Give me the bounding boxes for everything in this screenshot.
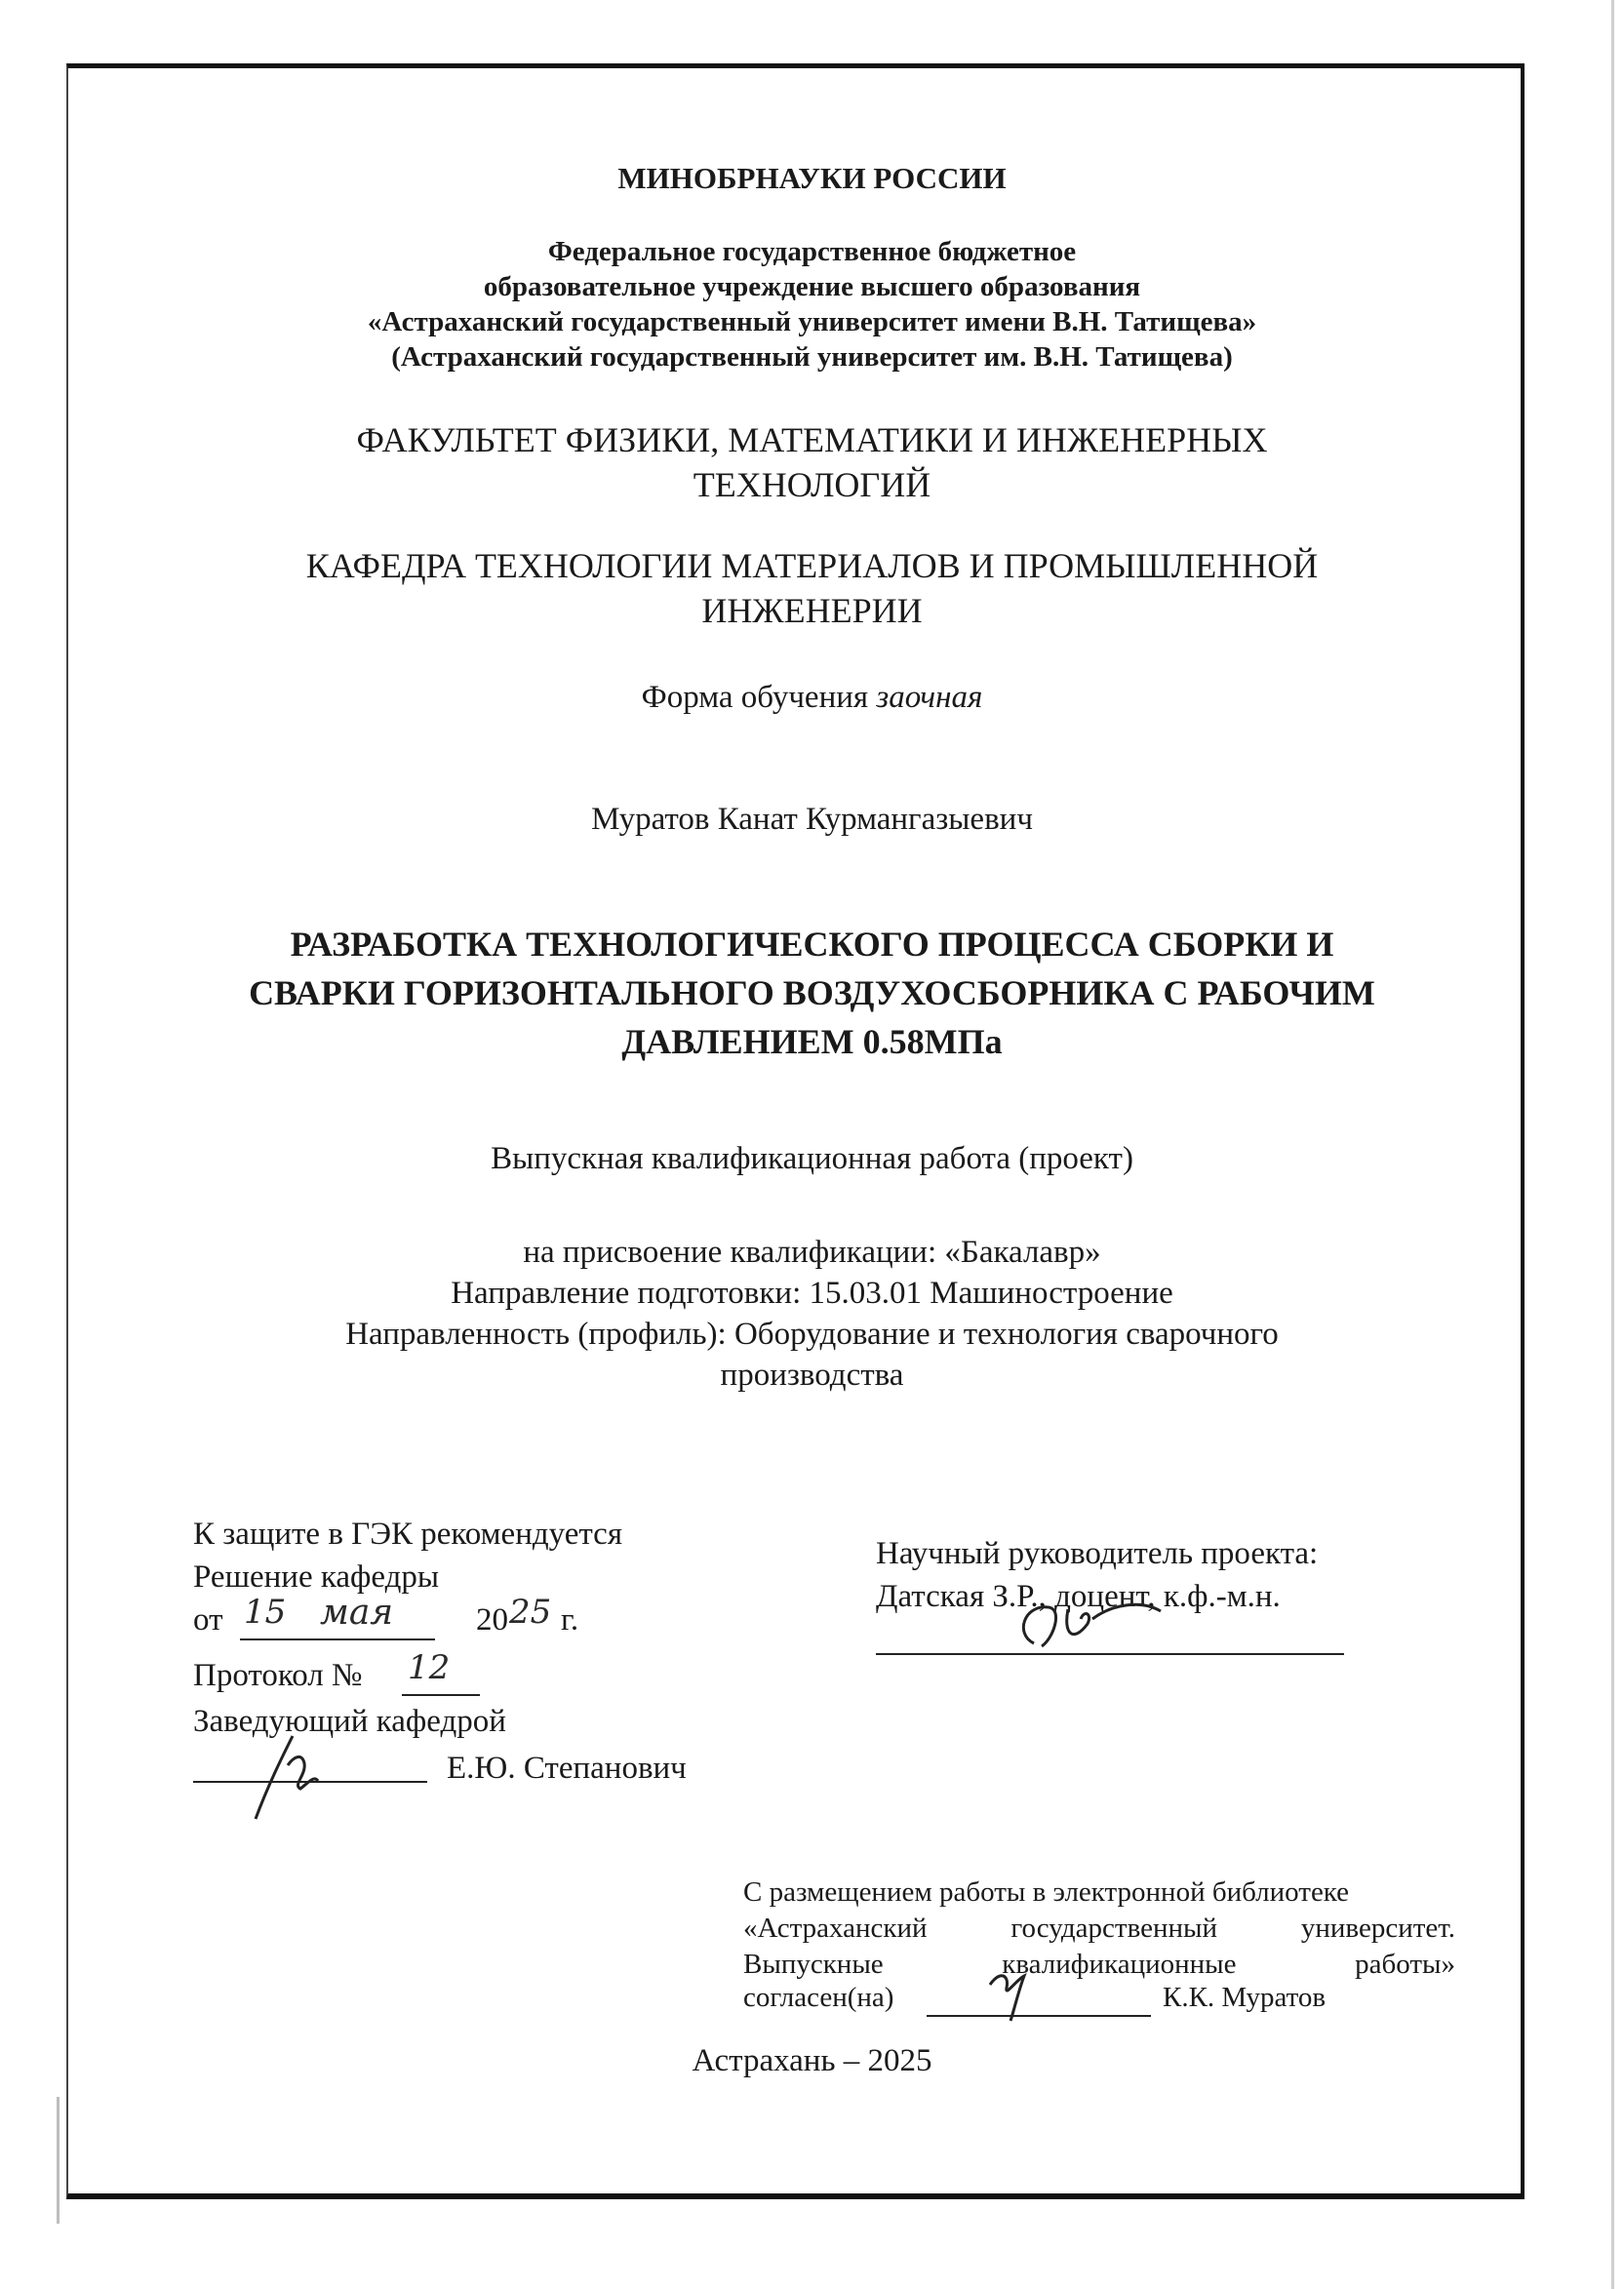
organization-block: [0, 234, 1624, 375]
study-form-value: заочная: [876, 680, 983, 715]
qualification-line: Направление подготовки: 15.03.01 Машиностроение: [451, 1276, 1173, 1311]
library-consent-text: [743, 1875, 1455, 1983]
supervisor-label: Научный руководитель проекта:: [876, 1536, 1319, 1571]
faculty-line: ТЕХНОЛОГИЙ: [693, 465, 931, 504]
date-day-line: [240, 1638, 435, 1640]
org-line: «Астраханский государственный университет имени В.Н. Татищева»: [367, 306, 1257, 337]
date-prefix: от: [193, 1602, 223, 1638]
head-of-department-label: Заведующий кафедрой: [193, 1704, 506, 1739]
title-line: РАЗРАБОТКА ТЕХНОЛОГИЧЕСКОГО ПРОЦЕССА СБОРКИ И: [290, 925, 1334, 964]
supervisor-signature: [995, 1590, 1170, 1668]
org-line: образовательное учреждение высшего образования: [483, 271, 1141, 302]
qualification-line: на присвоение квалификации: «Бакалавр»: [523, 1235, 1101, 1270]
department-heading: [0, 543, 1624, 633]
library-consent-line: Выпускные квалификационные работы»: [743, 1949, 1455, 1980]
faculty-heading: [0, 417, 1624, 507]
qualification-line: производства: [720, 1358, 904, 1393]
scan-artifact: [57, 2097, 59, 2224]
head-signature: [234, 1726, 351, 1834]
student-name: Муратов Канат Курмангазыевич: [591, 802, 1033, 837]
decision-date: [193, 1600, 223, 1639]
handwritten-protocol-number: 12: [408, 1648, 451, 1687]
date-unit: г.: [561, 1602, 579, 1638]
department-line: ИНЖЕНЕРИИ: [701, 591, 923, 630]
protocol-label: Протокол №: [193, 1658, 363, 1693]
study-form: [0, 678, 1624, 717]
handwritten-year: 25: [509, 1593, 552, 1632]
date-year-prefix: 20: [476, 1602, 508, 1638]
library-consent-line: «Астраханский государственный университет.: [743, 1913, 1455, 1944]
head-of-department-name: Е.Ю. Степанович: [447, 1751, 687, 1786]
consent-label: согласен(на): [743, 1982, 894, 2013]
faculty-line: ФАКУЛЬТЕТ ФИЗИКИ, МАТЕМАТИКИ И ИНЖЕНЕРНЫХ: [356, 420, 1268, 459]
protocol-number-line: [402, 1694, 480, 1696]
qualification-line: Направленность (профиль): Оборудование и технология сварочного: [345, 1317, 1279, 1352]
thesis-title: [0, 920, 1624, 1066]
defense-recommendation: К защите в ГЭК рекомендуется: [193, 1517, 623, 1552]
org-line: (Астраханский государственный университет им. В.Н. Татищева): [391, 341, 1233, 373]
student-signature: [975, 1951, 1053, 2029]
department-decision: Решение кафедры: [193, 1559, 440, 1595]
department-line: КАФЕДРА ТЕХНОЛОГИИ МАТЕРИАЛОВ И ПРОМЫШЛЕННОЙ: [305, 546, 1319, 585]
handwritten-month: мая: [320, 1593, 394, 1633]
ministry-heading: МИНОБРНАУКИ РОССИИ: [617, 161, 1007, 195]
library-consent-line: С размещением работы в электронной библиотеке: [743, 1876, 1350, 1908]
qualification-block: [0, 1232, 1624, 1396]
consent-student-name: К.К. Муратов: [1163, 1982, 1327, 2013]
org-line: Федеральное государственное бюджетное: [547, 236, 1077, 267]
handwritten-day: 15: [244, 1593, 287, 1632]
study-form-label: Форма обучения: [641, 680, 869, 715]
city-year: Астрахань – 2025: [692, 2043, 932, 2078]
work-type: Выпускная квалификационная работа (проект): [491, 1141, 1133, 1176]
supervisor-name: Датская З.Р., доцент, к.ф.-м.н.: [876, 1579, 1281, 1614]
title-line: ДАВЛЕНИЕМ 0.58МПа: [621, 1022, 1003, 1061]
title-line: СВАРКИ ГОРИЗОНТАЛЬНОГО ВОЗДУХОСБОРНИКА С РАБОЧИМ: [249, 973, 1375, 1012]
